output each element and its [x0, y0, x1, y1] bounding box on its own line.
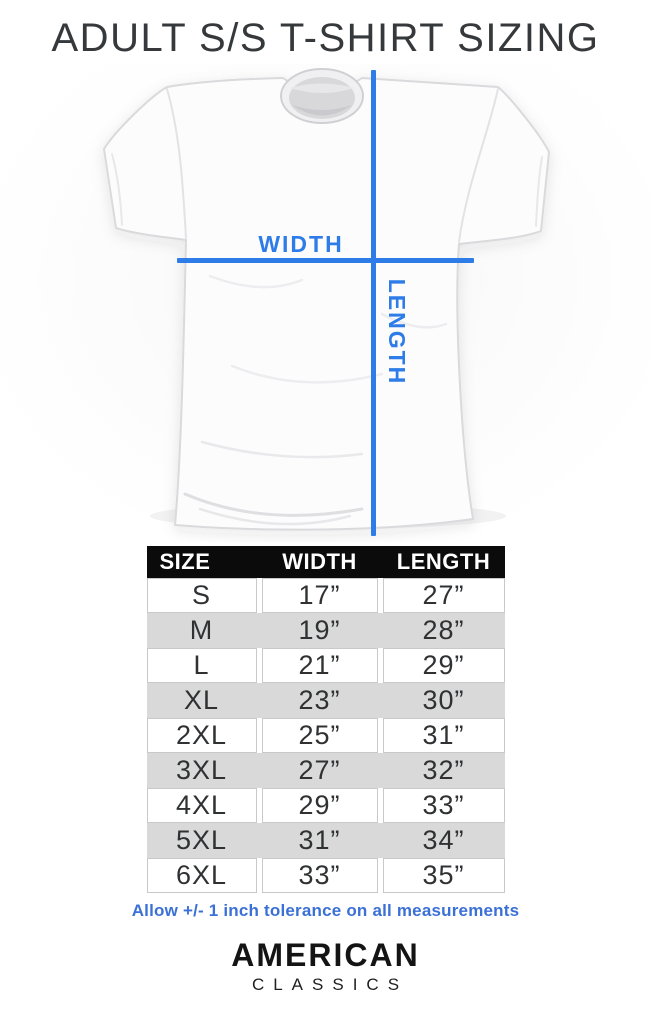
width-measure-line [177, 258, 474, 263]
page-title: ADULT S/S T-SHIRT SIZING [51, 16, 600, 60]
table-row [147, 683, 505, 718]
width-value: 21” [262, 648, 378, 683]
length-label: LENGTH [384, 278, 410, 386]
size-value: 4XL [147, 788, 257, 823]
table-row [147, 788, 505, 823]
length-value: 35” [383, 858, 505, 893]
header-length: LENGTH [396, 549, 491, 574]
width-value: 27” [298, 755, 341, 785]
size-value: XL [183, 685, 220, 715]
table-row [147, 753, 505, 788]
width-value: 33” [262, 858, 378, 893]
size-value: 3XL [175, 755, 228, 785]
header-size: SIZE [159, 549, 211, 574]
size-table-body [147, 578, 505, 893]
size-table-header [147, 546, 505, 578]
length-measure-line [371, 70, 376, 536]
length-value: 27” [383, 578, 505, 613]
tshirt-collar [281, 69, 363, 123]
table-row [147, 578, 505, 613]
table-row [147, 823, 505, 858]
size-value: M [189, 615, 214, 645]
length-value: 31” [383, 718, 505, 753]
brand-subname: CLASSICS [251, 975, 409, 994]
tshirt-illustration [0, 64, 651, 542]
table-row [147, 858, 505, 893]
length-value: 33” [383, 788, 505, 823]
brand-logo [0, 937, 651, 995]
size-value: 5XL [175, 825, 228, 855]
width-label: WIDTH [258, 231, 344, 257]
width-value: 17” [262, 578, 378, 613]
width-value: 23” [298, 685, 341, 715]
table-row [147, 613, 505, 648]
width-value: 19” [298, 615, 341, 645]
brand-name: AMERICAN [231, 937, 420, 973]
width-value: 29” [262, 788, 378, 823]
size-value: 6XL [147, 858, 257, 893]
width-value: 25” [262, 718, 378, 753]
length-value: 29” [383, 648, 505, 683]
table-row [147, 648, 505, 683]
header-width: WIDTH [282, 549, 357, 574]
length-value: 34” [422, 825, 465, 855]
size-value: 2XL [147, 718, 257, 753]
size-value: S [147, 578, 257, 613]
length-value: 30” [422, 685, 465, 715]
size-table [147, 546, 505, 893]
tshirt-measurement-diagram [0, 64, 651, 542]
length-value: 28” [422, 615, 465, 645]
width-value: 31” [298, 825, 341, 855]
tolerance-note: Allow +/- 1 inch tolerance on all measurements [131, 901, 520, 920]
length-value: 32” [422, 755, 465, 785]
table-row [147, 718, 505, 753]
size-value: L [147, 648, 257, 683]
